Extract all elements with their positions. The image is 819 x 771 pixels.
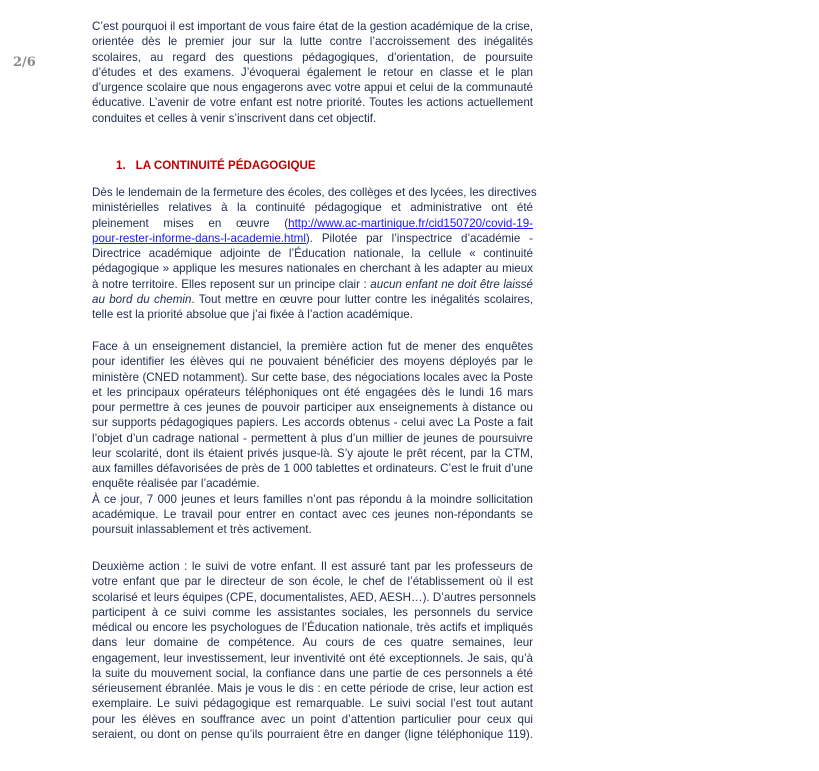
text-line (92, 507, 533, 522)
text-segment: Deuxième action : le suivi de votre enfant. Il est assuré tant par les professeurs de (92, 560, 533, 573)
paragraph-first-action (92, 339, 533, 537)
text-line (92, 19, 533, 34)
text-line (92, 727, 533, 742)
italic-text: aucun enfant ne doit être laissé (370, 277, 533, 291)
text-line (92, 431, 533, 446)
covid-info-link[interactable]: http://www.ac-martinique.fr/cid150720/covid-19- (288, 216, 533, 230)
covid-info-link[interactable]: pour-rester-informe-dans-l-academie.html (92, 231, 306, 245)
text-segment: et les principaux opérateurs téléphoniques ont été engagées dès le lundi 16 mars (92, 385, 533, 399)
text-segment: scolaires, au regard des questions pédagogiques, d’orientation, de poursuite (92, 50, 533, 64)
text-segment: aux familles défavorisées de près de 1 000 tablettes et ordinateurs. C’est le fruit d’une (92, 462, 533, 475)
page-number: 2/6 (13, 55, 36, 70)
section-title: LA CONTINUITÉ PÉDAGOGIQUE (135, 159, 316, 172)
text-segment: poursuit inlassablement et très activement. (92, 523, 312, 536)
text-line (92, 666, 533, 681)
text-segment: Dès le lendemain de la fermeture des écoles, des collèges et des lycées, les directives (92, 186, 537, 199)
text-line (92, 492, 533, 507)
text-segment: la suite du mouvement social, la confiance dans une partie de ces personnels a été (92, 666, 533, 680)
text-segment: À ce jour, 7 000 jeunes et leurs familles n’ont pas répondu à la moindre sollicitation (92, 492, 533, 506)
text-segment: orientée dès le premier jour sur la lutte contre l’accroissement des inégalités (92, 35, 533, 49)
text-line (92, 651, 533, 666)
text-segment: ministérielles relatives à la continuité pédagogique et administrative ont été (92, 201, 533, 215)
text-line (92, 522, 533, 537)
text-line (92, 200, 533, 215)
text-line (92, 354, 533, 369)
text-segment: Face à un enseignement distanciel, la première action fut de mener des enquêtes (92, 340, 533, 353)
text-segment: sur supports pédagogiques papiers. Les accords obtenus - celui avec La Poste a fait (92, 416, 533, 430)
text-segment: pour les élèves en souffrance avec un point d’attention particulier pour ceux qui (92, 712, 533, 726)
text-segment: Directrice académique adjointe de l’Éducation nationale, la cellule « continuité (92, 247, 533, 260)
text-segment: participent à ce suivi comme les assistantes sociales, les personnels du service (92, 605, 533, 619)
text-line (92, 292, 533, 307)
text-line (92, 231, 533, 246)
text-segment: exemplaire. Le suivi pédagogique est remarquable. Le suivi social l’est tout autant (92, 697, 533, 711)
text-segment: académique. Le travail pour entrer en contact avec ces jeunes non-répondants se (92, 507, 533, 521)
text-line (92, 65, 533, 80)
text-segment: l’objet d’un cadrage national - permettent à plus d’un millier de jeunes de poursuivre (92, 431, 533, 445)
text-segment: pour permettre à ces jeunes de pouvoir participer aux enseignements à distance ou (92, 401, 533, 414)
text-segment: C’est pourquoi il est important de vous faire état de la gestion académique de la crise, (92, 20, 533, 33)
text-line (92, 590, 536, 605)
text-line (92, 400, 533, 415)
section-heading (116, 159, 326, 172)
text-segment: scolarisé et leurs équipes (CPE, documentalistes, AED, AESH…). D’autres personnels (92, 590, 536, 604)
text-line (92, 277, 533, 292)
text-line (92, 712, 533, 727)
text-line (92, 635, 533, 650)
text-segment: dans leur domaine de compétence. Au cours de ces quatre semaines, leur (92, 636, 533, 650)
text-segment: d’études et des examens. J’évoquerai également le retour en classe et le plan (92, 65, 533, 79)
text-line (92, 415, 533, 430)
text-segment: ). Pilotée par l’inspectrice d’académie - (305, 231, 533, 245)
text-line (92, 246, 533, 261)
text-line (92, 681, 533, 696)
text-segment: pleinement mises en œuvre ( (92, 216, 289, 230)
text-line (92, 261, 533, 276)
text-segment: conduites et celles à venir s’inscrivent dans cet objectif. (92, 111, 377, 125)
text-line (92, 620, 533, 635)
text-segment: engagement, leur investissement, leur inventivité ont été exceptionnels. Je sais, qu’à (92, 651, 533, 665)
text-line (92, 80, 533, 95)
section-number: 1. (116, 159, 126, 172)
text-segment: . Tout mettre en œuvre pour lutter contre les inégalités scolaires, (191, 292, 533, 306)
text-segment: éducative. L’avenir de votre enfant est notre priorité. Toutes les actions actuellement (92, 96, 533, 110)
text-segment: pédagogique » applique les mesures nationales en cherchant à les adapter au mieux (92, 262, 533, 276)
text-line (92, 461, 533, 476)
text-segment: votre enfant que par le directeur de son école, le chef de l’établissement où il est (92, 575, 533, 589)
text-line (92, 50, 533, 65)
text-line (92, 370, 533, 385)
text-segment: ministère (CNED notamment). Sur cette base, des négociations locales avec la Poste (92, 370, 533, 384)
text-segment: telle est la priorité absolue que j’ai fixée à l’action académique. (92, 308, 413, 321)
text-line (92, 476, 533, 491)
text-line (92, 111, 533, 126)
text-segment: seraient, ou dont on pense qu’ils pourraient être en danger (ligne téléphonique 119). (92, 727, 533, 741)
italic-text: au bord du chemin (92, 292, 192, 306)
text-line (92, 95, 533, 110)
text-line (92, 34, 533, 49)
text-line (92, 216, 533, 231)
text-line (92, 446, 533, 461)
text-segment: pour identifier les élèves qui ne pouvaient bénéficier des moyens déployés par le (92, 355, 533, 369)
text-line (92, 574, 533, 589)
paragraph-continuity (92, 185, 537, 322)
text-line (92, 559, 533, 574)
text-line (92, 185, 537, 200)
text-segment: à notre territoire. Elles reposent sur un principe clair : (92, 277, 371, 291)
text-line (92, 605, 533, 620)
text-segment: sérieusement ébranlée. Mais je vous le dis : en cette période de crise, leur action est (92, 682, 533, 695)
text-line (92, 339, 533, 354)
text-segment: médical ou encore les psychologues de l’Éducation nationale, très actifs et impliqués (92, 621, 533, 634)
paragraph-intro (92, 19, 533, 126)
paragraph-second-action (92, 559, 536, 742)
text-segment: leur scolarité, dont ils étaient privés jusque-là. S’y ajoute le prêt récent, par la CTM, (92, 446, 533, 460)
text-segment: enquête réalisée par l’académie. (92, 477, 260, 491)
text-line (92, 385, 533, 400)
text-line (92, 696, 533, 711)
text-segment: d’urgence scolaire que nous engagerons avec votre appui et celui de la communauté (92, 81, 533, 94)
text-line (92, 307, 533, 322)
